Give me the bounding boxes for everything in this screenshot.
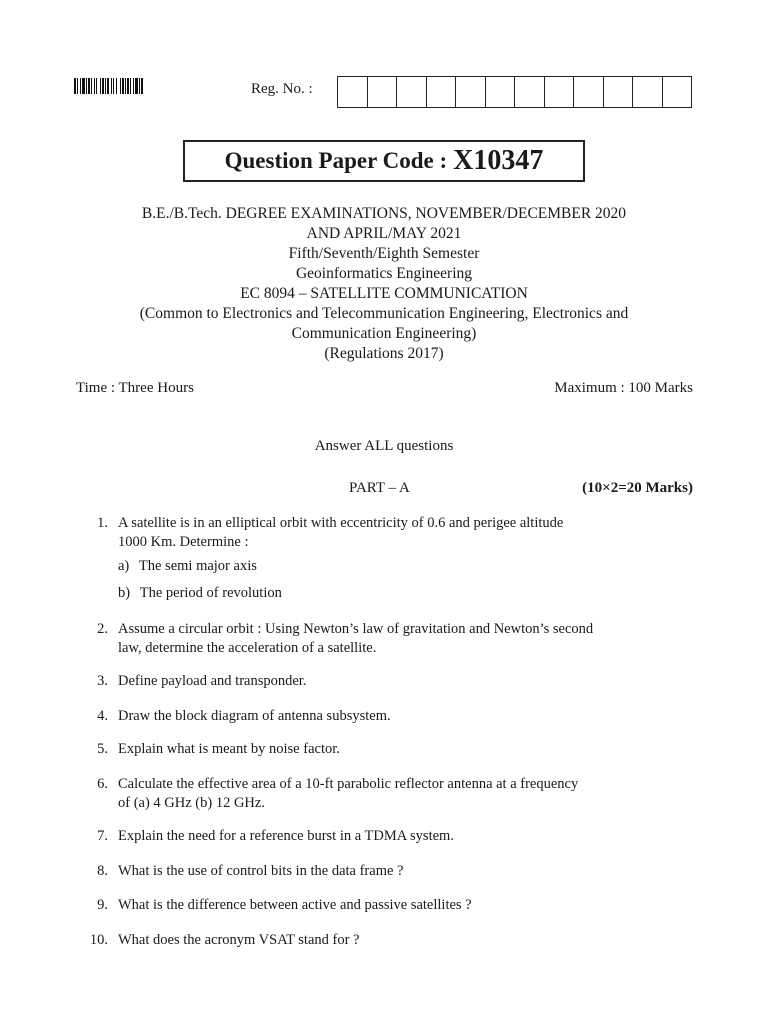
question-text: Calculate the effective area of a 10-ft parabolic reflector antenna at a frequency <box>118 776 579 792</box>
common-to-line1: (Common to Electronics and Telecommunication Engineering, Electronics and <box>139 305 629 322</box>
paper-code-label: Question Paper Code : <box>224 148 448 173</box>
question-number: 9. <box>97 897 108 913</box>
instruction: Answer ALL questions <box>314 438 454 454</box>
part-marks: (10×2=20 Marks) <box>582 480 693 496</box>
subpart-text: The semi major axis <box>138 558 257 574</box>
question-number: 10. <box>89 932 108 948</box>
reg-no-box <box>427 77 457 107</box>
reg-no-box <box>663 77 692 107</box>
subpart-text: The period of revolution <box>139 585 282 601</box>
reg-no-box <box>456 77 486 107</box>
semester: Fifth/Seventh/Eighth Semester <box>288 245 480 262</box>
barcode <box>74 78 188 94</box>
question-text: Explain what is meant by noise factor. <box>118 741 340 757</box>
reg-no-box <box>574 77 604 107</box>
reg-no-box <box>604 77 634 107</box>
question-number: 2. <box>97 621 108 637</box>
regulations: (Regulations 2017) <box>324 345 444 362</box>
reg-no-label: Reg. No. : <box>251 81 313 97</box>
question-text: What does the acronym VSAT stand for ? <box>118 932 360 948</box>
question-text-cont: law, determine the acceleration of a satellite. <box>118 640 377 656</box>
question-text: What is the use of control bits in the data frame ? <box>118 863 404 879</box>
q1-subpart-a <box>118 558 257 575</box>
department: Geoinformatics Engineering <box>295 265 473 282</box>
question-number: 7. <box>97 828 108 844</box>
question-text: Assume a circular orbit : Using Newton’s law of gravitation and Newton’s second <box>118 621 594 637</box>
reg-no-box <box>397 77 427 107</box>
question-text-cont: of (a) 4 GHz (b) 12 GHz. <box>118 795 265 811</box>
exam-header <box>40 204 728 364</box>
reg-no-box <box>486 77 516 107</box>
paper-code: X10347 <box>453 145 544 176</box>
question-number: 1. <box>97 515 108 531</box>
subpart-label: a) <box>118 558 130 574</box>
time-label: Time : Three Hours <box>76 380 194 396</box>
part-heading: PART – A <box>349 480 410 496</box>
question-number: 5. <box>97 741 108 757</box>
exam-title-line2: AND APRIL/MAY 2021 <box>306 225 462 242</box>
max-marks-label: Maximum : 100 Marks <box>554 380 693 396</box>
question-number: 3. <box>97 673 108 689</box>
exam-title-line1: B.E./B.Tech. DEGREE EXAMINATIONS, NOVEMBER/DECEMBER 2020 <box>141 205 627 222</box>
question-text: Define payload and transponder. <box>118 673 307 689</box>
question-number: 8. <box>97 863 108 879</box>
question-text: Draw the block diagram of antenna subsystem. <box>118 708 391 724</box>
question-text-cont: 1000 Km. Determine : <box>118 534 249 550</box>
reg-no-box <box>515 77 545 107</box>
reg-no-box <box>633 77 663 107</box>
common-to-line2: Communication Engineering) <box>291 325 477 342</box>
q1-subpart-b <box>118 585 282 602</box>
question-number: 4. <box>97 708 108 724</box>
reg-no-box <box>545 77 575 107</box>
reg-no-boxes <box>337 76 692 108</box>
barcode-bar <box>143 78 144 94</box>
question-number: 6. <box>97 776 108 792</box>
reg-no-box <box>368 77 398 107</box>
question-text: What is the difference between active and passive satellites ? <box>118 897 472 913</box>
question-text: A satellite is in an elliptical orbit with eccentricity of 0.6 and perigee altitude <box>118 515 564 531</box>
question-text: Explain the need for a reference burst in a TDMA system. <box>118 828 454 844</box>
reg-no-box <box>338 77 368 107</box>
subpart-label: b) <box>118 585 131 601</box>
paper-code-box <box>183 140 585 182</box>
course-title: EC 8094 – SATELLITE COMMUNICATION <box>240 285 528 302</box>
